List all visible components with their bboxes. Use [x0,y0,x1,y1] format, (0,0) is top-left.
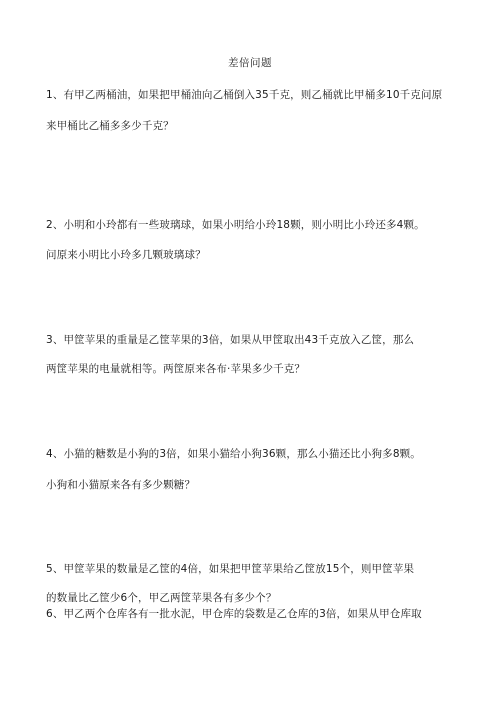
problem-5-line-2: 的数量比乙筐少6个，甲乙两筐苹果各有多少个？ [46,592,277,604]
page-title: 差倍问题 [228,57,272,69]
problem-2-line-2: 问原来小明比小玲多几颗玻璃球？ [46,249,206,261]
problem-2-line-1: 2、小明和小玲都有一些玻璃球，如果小明给小玲18颗，则小明比小玲还多4颗。 [46,219,425,231]
problem-3-line-2: 两筐苹果的电量就相等。两筐原来各布·苹果多少千克？ [46,363,306,375]
problem-6-line-1: 6、甲乙两个仓库各有一批水泥，甲仓库的袋数是乙仓库的3倍，如果从甲仓库取 [46,608,422,620]
problem-5-line-1: 5、甲筐苹果的数量是乙筐的4倍，如果把甲筐苹果给乙筐放15个，则甲筐苹果 [46,563,415,575]
problem-4-line-2: 小狗和小猫原来各有多少颗糖？ [46,479,196,491]
problem-3-line-1: 3、甲筐苹果的重量是乙筐苹果的3倍，如果从甲筐取出43千克放入乙筐，那么 [46,334,415,346]
problem-1-line-1: 1、有甲乙两桶油，如果把甲桶油向乙桶倒入35千克，则乙桶就比甲桶多10千克问原 [46,89,443,101]
problem-1-line-2: 来甲桶比乙桶多多少千克？ [46,120,174,132]
problem-4-line-1: 4、小猫的糖数是小狗的3倍，如果小猫给小狗36颗，那么小猫还比小狗多8颗。 [46,448,421,460]
